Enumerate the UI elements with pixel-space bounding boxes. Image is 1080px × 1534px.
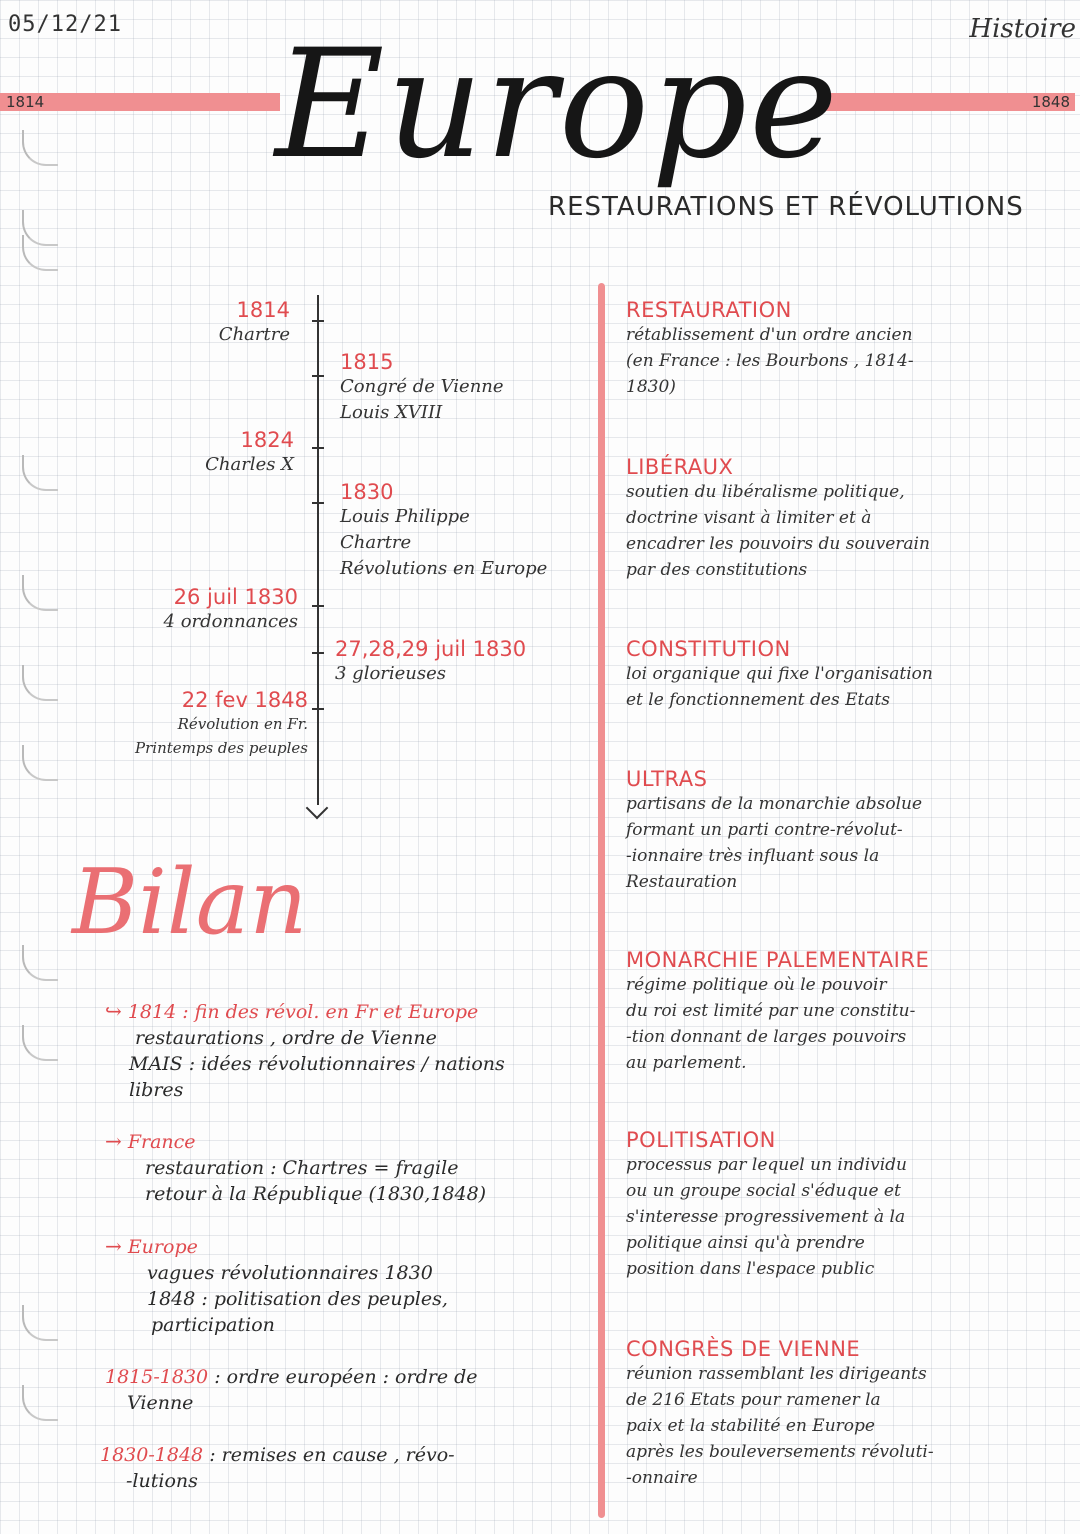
event-label: Charles X xyxy=(205,454,294,475)
binder-hole xyxy=(22,1025,58,1061)
definition-line: doctrine visant à limiter et à xyxy=(626,508,872,528)
event-label: Printemps des peuples xyxy=(135,739,308,757)
event-label: Congré de Vienne xyxy=(340,376,504,397)
event-label: Chartre xyxy=(218,324,290,345)
definition-constitution xyxy=(626,637,1076,713)
bilan-period xyxy=(100,1442,590,1494)
definition-line: s'interesse progressivement à la xyxy=(626,1207,906,1227)
definition-line: (en France : les Bourbons , 1814- xyxy=(626,351,914,371)
timeline-tick xyxy=(312,652,324,654)
definition-congres xyxy=(626,1337,1076,1491)
definition-line: après les bouleversements révoluti- xyxy=(626,1442,934,1462)
binder-hole xyxy=(22,1385,58,1421)
timeline-tick xyxy=(312,605,324,607)
event-year: 1814 xyxy=(236,298,290,322)
timeline-tick xyxy=(312,375,324,377)
definition-term: CONGRÈS DE VIENNE xyxy=(626,1337,861,1361)
timeline-tick xyxy=(312,447,324,449)
timeline-event-right xyxy=(340,350,595,426)
timeline-event-left xyxy=(30,298,290,348)
definition-line: -onnaire xyxy=(626,1468,698,1488)
arrow-icon: ↪ xyxy=(105,999,122,1023)
definition-line: soutien du libéralisme politique, xyxy=(626,482,905,502)
timeline-tick xyxy=(312,708,324,710)
bilan-heading: Europe xyxy=(127,1236,198,1258)
event-label: Chartre xyxy=(340,532,412,553)
definition-line: loi organique qui fixe l'organisation xyxy=(626,664,933,684)
definition-ultras xyxy=(626,767,1076,895)
period-text: Vienne xyxy=(127,1392,194,1414)
definition-monarchie xyxy=(626,948,1076,1076)
definition-line: formant un parti contre-révolut- xyxy=(626,820,903,840)
event-year: 27,28,29 juil 1830 xyxy=(335,637,527,661)
timeline-event-left xyxy=(38,585,298,635)
bilan-block xyxy=(105,1233,590,1338)
definition-term: MONARCHIE PALEMENTAIRE xyxy=(626,948,930,972)
definition-restauration xyxy=(626,298,1076,400)
bilan-line: restaurations , ordre de Vienne xyxy=(135,1027,437,1049)
column-divider xyxy=(598,283,605,1518)
bilan-heading: France xyxy=(127,1131,196,1153)
binder-hole xyxy=(22,235,58,271)
definition-term: ULTRAS xyxy=(626,767,708,791)
definition-term: RESTAURATION xyxy=(626,298,792,322)
definition-line: paix et la stabilité en Europe xyxy=(626,1416,875,1436)
bilan-heading: 1814 : fin des révol. en Fr et Europe xyxy=(127,1001,479,1023)
arrow-icon: → xyxy=(105,1129,122,1153)
definition-line: processus par lequel un individu xyxy=(626,1155,908,1175)
timeline-tick xyxy=(312,320,324,322)
bilan-block xyxy=(105,998,590,1103)
event-label: Révolution en Fr. xyxy=(177,715,308,733)
event-label: Révolutions en Europe xyxy=(340,558,548,579)
period-years: 1830-1848 xyxy=(100,1444,204,1466)
bilan-title: Bilan xyxy=(72,850,308,955)
event-label: Louis Philippe xyxy=(340,506,470,527)
timeline-event-right xyxy=(340,480,595,582)
binder-hole xyxy=(22,945,58,981)
definition-line: position dans l'espace public xyxy=(626,1259,875,1279)
definition-term: CONSTITUTION xyxy=(626,637,791,661)
bilan-line: MAIS : idées révolutionnaires / nations xyxy=(129,1053,505,1075)
definition-line: et le fonctionnement des Etats xyxy=(626,690,891,710)
event-year: 22 fev 1848 xyxy=(181,688,308,712)
event-year: 1815 xyxy=(340,350,394,374)
definition-line: réunion rassemblant les dirigeants xyxy=(626,1364,927,1384)
bilan-line: libres xyxy=(129,1079,184,1101)
bilan-period xyxy=(105,1364,590,1416)
binder-hole xyxy=(22,1305,58,1341)
period-text: : ordre européen : ordre de xyxy=(214,1366,478,1388)
definition-line: partisans de la monarchie absolue xyxy=(626,794,923,814)
timeline-event-left xyxy=(34,428,294,478)
event-label: Louis XVIII xyxy=(340,402,443,423)
timeline-event-left xyxy=(28,688,308,760)
definition-term: LIBÉRAUX xyxy=(626,455,734,479)
definition-line: 1830) xyxy=(626,377,676,397)
timeline-axis xyxy=(317,295,319,805)
definition-line: -ionnaire très influant sous la xyxy=(626,846,880,866)
binder-hole xyxy=(22,130,58,166)
event-year: 1830 xyxy=(340,480,394,504)
timeline-tick xyxy=(312,502,324,504)
bilan-line: 1848 : politisation des peuples, xyxy=(147,1288,448,1310)
definition-line: au parlement. xyxy=(626,1053,747,1073)
bilan-line: retour à la République (1830,1848) xyxy=(145,1183,487,1205)
event-year: 26 juil 1830 xyxy=(173,585,298,609)
bilan-line: participation xyxy=(151,1314,275,1336)
event-label: 3 glorieuses xyxy=(335,663,447,684)
note-date: 05/12/21 xyxy=(8,12,122,37)
end-year: 1848 xyxy=(1031,93,1070,111)
event-year: 1824 xyxy=(240,428,294,452)
bilan-block xyxy=(105,1128,590,1207)
definition-line: du roi est limité par une constitu- xyxy=(626,1001,916,1021)
definition-line: de 216 Etats pour ramener la xyxy=(626,1390,881,1410)
arrow-icon: → xyxy=(105,1234,122,1258)
timeline-arrow-icon xyxy=(306,797,329,820)
definition-line: ou un groupe social s'éduque et xyxy=(626,1181,901,1201)
period-years: 1815-1830 xyxy=(105,1366,209,1388)
period-text: : remises en cause , révo- xyxy=(209,1444,455,1466)
page-title: Europe xyxy=(275,18,840,192)
subject-label: Histoire xyxy=(969,14,1076,44)
definition-line: -tion donnant de larges pouvoirs xyxy=(626,1027,907,1047)
page-subtitle: RESTAURATIONS ET RÉVOLUTIONS xyxy=(548,192,1024,222)
period-text: -lutions xyxy=(126,1470,198,1492)
definition-term: POLITISATION xyxy=(626,1128,776,1152)
definition-politisation xyxy=(626,1128,1076,1282)
definition-line: régime politique où le pouvoir xyxy=(626,975,887,995)
definition-liberaux xyxy=(626,455,1076,583)
start-year: 1814 xyxy=(6,93,45,111)
definition-line: politique ainsi qu'à prendre xyxy=(626,1233,865,1253)
definition-line: Restauration xyxy=(626,872,738,892)
timeline-event-right xyxy=(335,637,595,687)
definition-line: rétablissement d'un ordre ancien xyxy=(626,325,913,345)
event-label: 4 ordonnances xyxy=(163,611,298,632)
bilan-line: vagues révolutionnaires 1830 xyxy=(147,1262,433,1284)
definition-line: par des constitutions xyxy=(626,560,808,580)
bilan-line: restauration : Chartres = fragile xyxy=(145,1157,459,1179)
definition-line: encadrer les pouvoirs du souverain xyxy=(626,534,930,554)
